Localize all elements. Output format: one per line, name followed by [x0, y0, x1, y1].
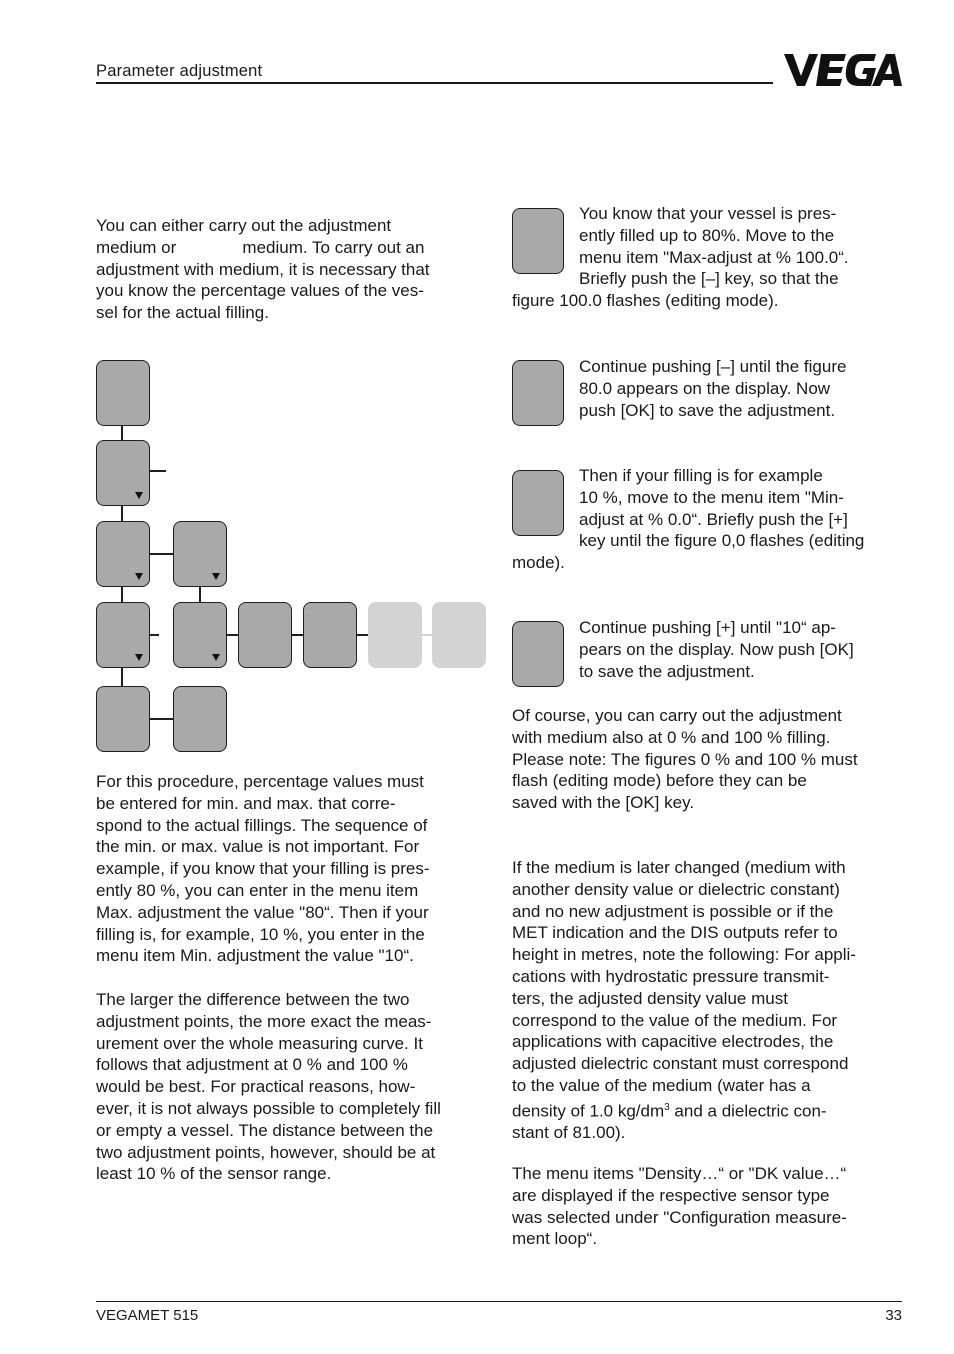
medium-change-paragraph: If the medium is later changed (medium with another density value or dielectric constant) and no new adjustment is possible or if the MET indication and the DIS outputs refer to height in metres, note the following: For appli- cations with hydrostatic pressure transmit- ters, the adjusted density value must correspond to the value of the medium. For applications with capacitive electrodes, the adjusted dielectric constant must correspond to the value of the medium (water has a density of 1.0 $kg/dm^3$ and a dielectric con- stant of 81.00). [512, 858, 856, 1143]
menu-box-level-3b[interactable] [173, 602, 227, 668]
down-arrow-icon [135, 654, 143, 661]
ok-key-icon [512, 360, 564, 426]
down-arrow-icon [212, 573, 220, 580]
menu-box-level-3d[interactable] [303, 602, 357, 668]
step-2-text: Continue pushing [–] until the figure 80.0 appears on the display. Now push [OK] to save the adjustment. [579, 357, 847, 420]
ok-key-icon-2 [512, 621, 564, 687]
footer-product: VEGAMET 515 [96, 1307, 199, 1324]
menu-box-level-2[interactable] [96, 521, 150, 587]
down-arrow-icon [135, 573, 143, 580]
menu-box-main[interactable] [96, 360, 150, 426]
menu-box-level-3c[interactable] [238, 602, 292, 668]
down-arrow-icon [212, 654, 220, 661]
vega-logo [782, 52, 902, 88]
menu-items-paragraph: The menu items "Density…“ or "DK value…“ are displayed if the respective sensor type was selected under "Configuration measure- ment loop“. [512, 1164, 847, 1249]
section-title: Parameter adjustment [96, 62, 263, 80]
menu-box-level-2b[interactable] [173, 521, 227, 587]
note-paragraph: Of course, you can carry out the adjustment with medium also at 0 % and 100 % filling. Please note: The figures 0 % and 100 % must flash (editing mode) before they can be saved with the [OK] key. [512, 706, 858, 813]
header-rule [96, 82, 773, 84]
procedure-paragraph: For this procedure, percentage values must be entered for min. and max. that corre- spond to the actual fillings. The sequence of the min. or max. value is not important. For example, if you know that your filling is pres- ently 80 %, you can enter in the menu item Max. adjustment the value "80“. Then if your filling is, for example, 10 %, you enter in the menu item Min. adjustment the value "10“. [96, 772, 430, 966]
intro-paragraph: You can either carry out the adjustment medium or medium. To carry out an adjustment with medium, it is necessary that you know the percentage values of the ves- sel for the actual filling. [96, 216, 430, 323]
menu-box-level-3e[interactable] [368, 602, 422, 668]
menu-box-level-4[interactable] [96, 686, 150, 752]
menu-box-level-3f[interactable] [432, 602, 486, 668]
footer-rule [96, 1301, 902, 1302]
step-1-text: You know that your vessel is pres- ently filled up to 80%. Move to the menu item "Max-adjust at % 100.0“. Briefly push the [–] key, so that the figure 100.0 flashes (editing mode). [512, 204, 849, 311]
difference-paragraph: The larger the difference between the two adjustment points, the more exact the meas- urement over the whole measuring curve. It follows that adjustment at 0 % and 100 % would be best. For practical reasons, how- ever, it is not always possible to completely fill or empty a vessel. The distance between the two adjustment points, however, should be at least 10 % of the sensor range. [96, 990, 441, 1184]
menu-box-level-1[interactable] [96, 440, 150, 506]
page-number: 33 [885, 1307, 902, 1324]
menu-box-level-4b[interactable] [173, 686, 227, 752]
down-arrow-icon [135, 492, 143, 499]
step-3-text: Then if your filling is for example 10 %, move to the menu item "Min- adjust at % 0.0“. Briefly push the [+] key until the figure 0,0 flashes (editing mode). [512, 466, 865, 573]
menu-box-level-3[interactable] [96, 602, 150, 668]
step-4-text: Continue pushing [+] until "10“ ap- pears on the display. Now push [OK] to save the adjustment. [579, 618, 854, 681]
